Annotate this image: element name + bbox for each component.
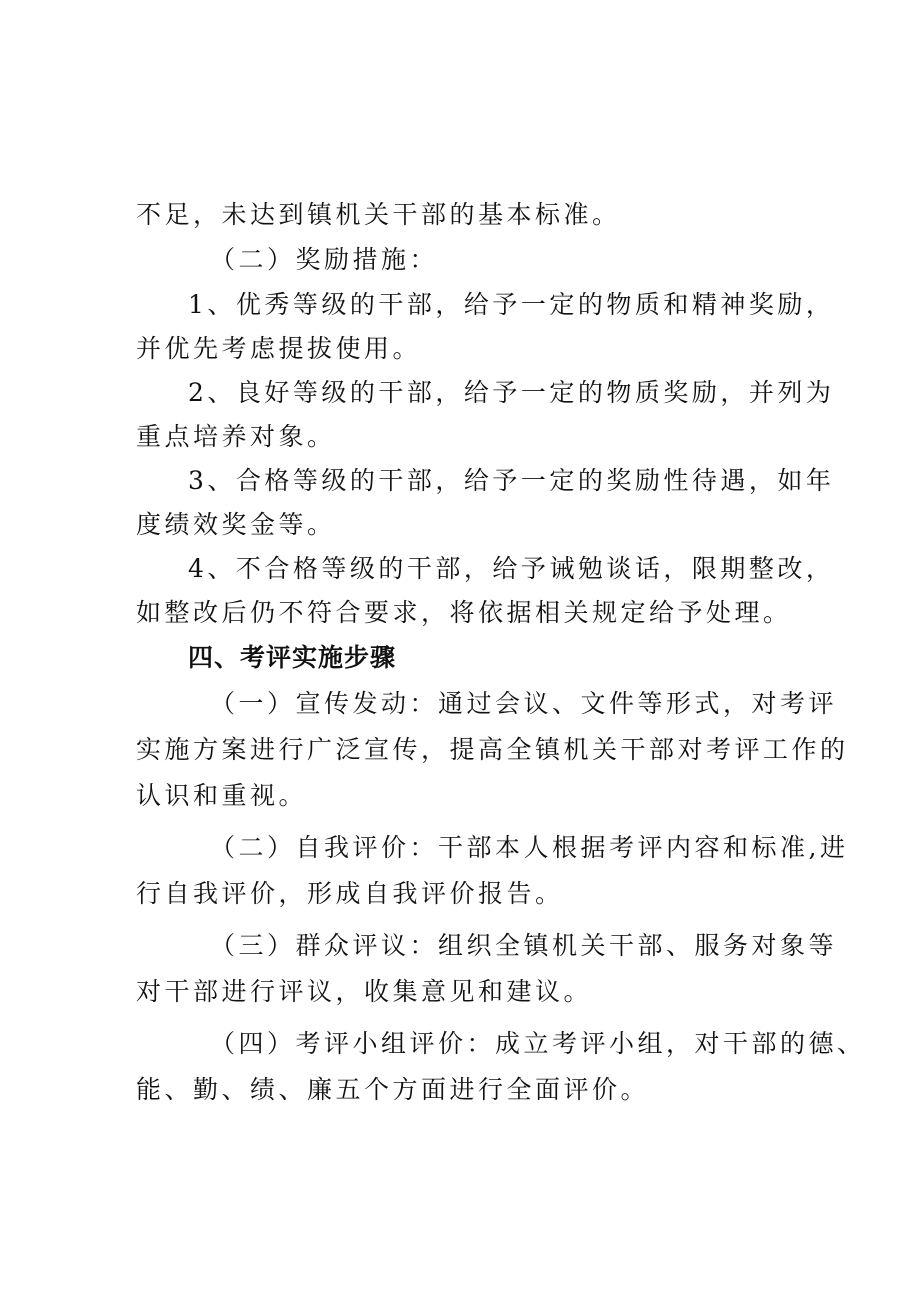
reward-item-2-line-1: 2、良好等级的干部，给予一定的物质奖励，并列为: [188, 378, 835, 407]
step-2-line-2: 行自我评价，形成自我评价报告。: [136, 879, 564, 908]
reward-item-4-line-2: 如整改后仍不符合要求，将依据相关规定给予处理。: [136, 598, 792, 627]
step-1-line-2: 实施方案进行广泛宣传，提高全镇机关干部对考评工作的: [136, 735, 849, 764]
step-1-line-3: 认识和重视。: [136, 781, 308, 810]
reward-measures-title: （二）奖励措施：: [210, 245, 439, 274]
section-heading: 四、考评实施步骤: [188, 643, 397, 672]
step-1-line-1: （一）宣传发动：通过会议、文件等形式，对考评: [210, 689, 838, 718]
reward-item-1-line-1: 1、优秀等级的干部，给予一定的物质和精神奖励，: [188, 290, 835, 319]
step-2-line-1: （二）自我评价：干部本人根据考评内容和标准,进: [210, 833, 849, 862]
reward-item-2-line-2: 重点培养对象。: [136, 422, 336, 451]
step-3-line-1: （三）群众评议：组织全镇机关干部、服务对象等: [210, 931, 838, 960]
continuation-line: 不足，未达到镇机关干部的基本标准。: [136, 200, 621, 229]
reward-item-3-line-1: 3、合格等级的干部，给予一定的奖励性待遇，如年: [188, 466, 835, 495]
reward-item-4-line-1: 4、不合格等级的干部，给予诫勉谈话，限期整改，: [188, 554, 835, 583]
reward-item-3-line-2: 度绩效奖金等。: [136, 510, 336, 539]
step-4-line-2: 能、勤、绩、廉五个方面进行全面评价。: [136, 1075, 650, 1104]
step-3-line-2: 对干部进行评议，收集意见和建议。: [136, 977, 593, 1006]
step-4-line-1: （四）考评小组评价：成立考评小组，对干部的德、: [210, 1029, 866, 1058]
reward-item-1-line-2: 并优先考虑提拔使用。: [136, 334, 422, 363]
